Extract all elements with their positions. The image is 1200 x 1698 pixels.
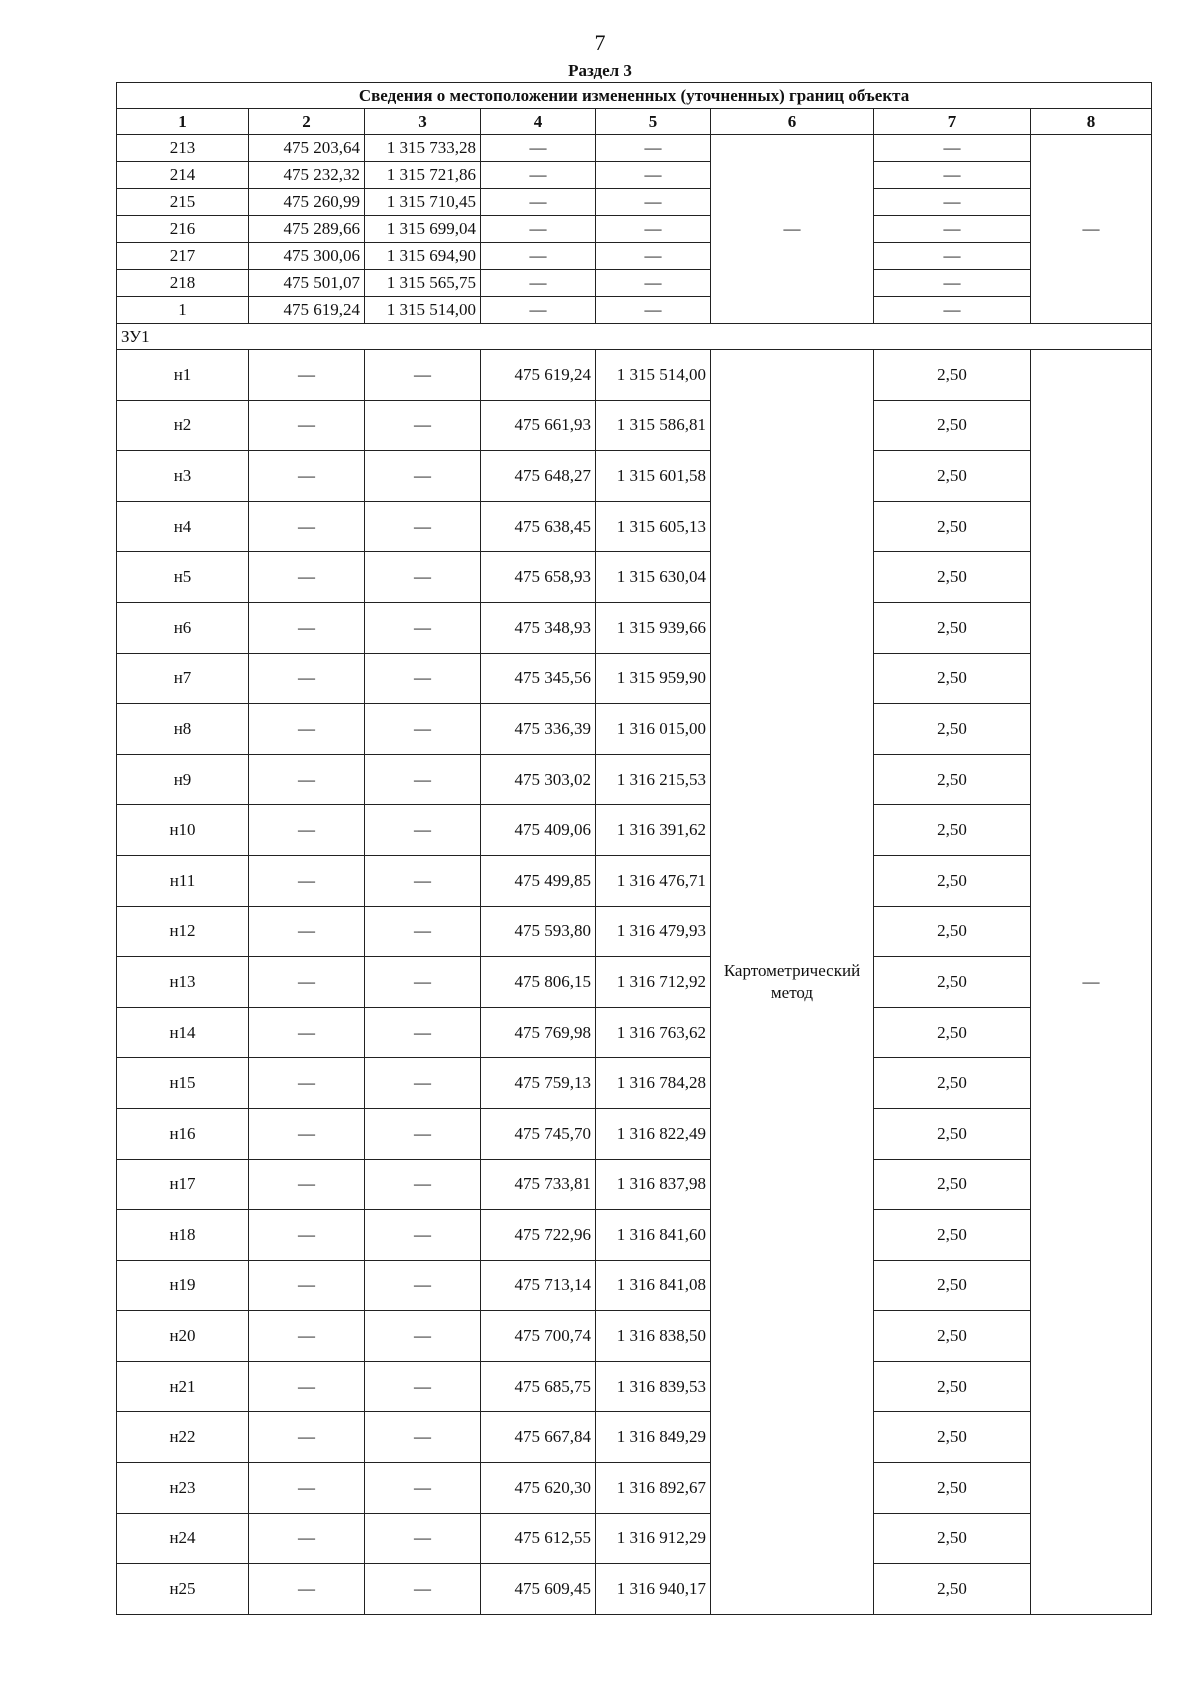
y-new-cell: 1 316 841,08: [596, 1260, 711, 1311]
y-old-cell: —: [365, 1564, 481, 1615]
x-old-cell: —: [249, 805, 365, 856]
x-old-cell: —: [249, 754, 365, 805]
point-number: н1: [117, 350, 249, 401]
x-new-cell: 475 409,06: [481, 805, 596, 856]
y-new-cell: 1 316 015,00: [596, 704, 711, 755]
x-new-cell: 475 745,70: [481, 1108, 596, 1159]
point-number: н22: [117, 1412, 249, 1463]
point-number: 214: [117, 162, 249, 189]
point-number: 215: [117, 189, 249, 216]
point-number: 213: [117, 135, 249, 162]
x-new-cell: —: [481, 189, 596, 216]
y-old-cell: —: [365, 552, 481, 603]
x-new-cell: 475 345,56: [481, 653, 596, 704]
x-old-cell: —: [249, 1463, 365, 1514]
accuracy-cell: 2,50: [874, 1361, 1031, 1412]
y-old-cell: —: [365, 1412, 481, 1463]
table-row: [117, 1210, 1152, 1261]
y-old-cell: —: [365, 451, 481, 502]
point-number: 1: [117, 297, 249, 324]
point-number: н7: [117, 653, 249, 704]
table-body: [117, 83, 1152, 1615]
y-new-cell: 1 316 784,28: [596, 1058, 711, 1109]
x-new-cell: 475 733,81: [481, 1159, 596, 1210]
accuracy-cell: —: [874, 162, 1031, 189]
y-new-cell: —: [596, 189, 711, 216]
x-new-cell: 475 667,84: [481, 1412, 596, 1463]
accuracy-cell: 2,50: [874, 754, 1031, 805]
table-row: [117, 552, 1152, 603]
x-new-cell: 475 700,74: [481, 1311, 596, 1362]
accuracy-cell: 2,50: [874, 552, 1031, 603]
accuracy-cell: 2,50: [874, 501, 1031, 552]
x-new-cell: —: [481, 162, 596, 189]
table-row: [117, 704, 1152, 755]
y-new-cell: 1 316 912,29: [596, 1513, 711, 1564]
table-row: [117, 216, 1152, 243]
y-new-cell: —: [596, 135, 711, 162]
method-cell: —: [711, 135, 874, 324]
accuracy-cell: —: [874, 216, 1031, 243]
boundary-table: [116, 82, 1152, 1615]
table-row: [117, 805, 1152, 856]
x-old-cell: 475 203,64: [249, 135, 365, 162]
y-old-cell: —: [365, 805, 481, 856]
column-number: 8: [1031, 109, 1152, 135]
y-new-cell: 1 315 605,13: [596, 501, 711, 552]
accuracy-cell: 2,50: [874, 1210, 1031, 1261]
column-number: 1: [117, 109, 249, 135]
y-old-cell: —: [365, 906, 481, 957]
description-cell: —: [1031, 135, 1152, 324]
y-old-cell: 1 315 514,00: [365, 297, 481, 324]
y-new-cell: 1 316 841,60: [596, 1210, 711, 1261]
accuracy-cell: 2,50: [874, 1108, 1031, 1159]
y-new-cell: 1 316 712,92: [596, 957, 711, 1008]
x-new-cell: 475 638,45: [481, 501, 596, 552]
point-number: н17: [117, 1159, 249, 1210]
point-number: 218: [117, 270, 249, 297]
y-old-cell: —: [365, 1007, 481, 1058]
point-number: н12: [117, 906, 249, 957]
y-new-cell: 1 316 479,93: [596, 906, 711, 957]
table-caption: Сведения о местоположении измененных (уточненных) границ объекта: [117, 83, 1152, 109]
point-number: н9: [117, 754, 249, 805]
y-old-cell: —: [365, 602, 481, 653]
method-cell: Картометрический метод: [711, 350, 874, 1615]
accuracy-cell: 2,50: [874, 855, 1031, 906]
x-old-cell: —: [249, 653, 365, 704]
table-row: [117, 189, 1152, 216]
table-row: [117, 1311, 1152, 1362]
table-row: [117, 162, 1152, 189]
x-new-cell: 475 336,39: [481, 704, 596, 755]
y-new-cell: 1 315 514,00: [596, 350, 711, 401]
x-new-cell: 475 648,27: [481, 451, 596, 502]
x-new-cell: 475 348,93: [481, 602, 596, 653]
point-number: 217: [117, 243, 249, 270]
y-new-cell: 1 316 476,71: [596, 855, 711, 906]
point-number: н18: [117, 1210, 249, 1261]
x-old-cell: —: [249, 1260, 365, 1311]
accuracy-cell: 2,50: [874, 957, 1031, 1008]
table-row: [117, 297, 1152, 324]
x-old-cell: 475 289,66: [249, 216, 365, 243]
point-number: н5: [117, 552, 249, 603]
point-number: н23: [117, 1463, 249, 1514]
y-old-cell: 1 315 710,45: [365, 189, 481, 216]
x-old-cell: 475 619,24: [249, 297, 365, 324]
y-old-cell: —: [365, 1513, 481, 1564]
y-new-cell: 1 315 939,66: [596, 602, 711, 653]
accuracy-cell: 2,50: [874, 1311, 1031, 1362]
y-old-cell: —: [365, 1108, 481, 1159]
description-cell: —: [1031, 350, 1152, 1615]
x-old-cell: 475 232,32: [249, 162, 365, 189]
x-new-cell: —: [481, 243, 596, 270]
point-number: н4: [117, 501, 249, 552]
point-number: н15: [117, 1058, 249, 1109]
x-old-cell: —: [249, 350, 365, 401]
x-new-cell: 475 722,96: [481, 1210, 596, 1261]
point-number: н20: [117, 1311, 249, 1362]
accuracy-cell: 2,50: [874, 1058, 1031, 1109]
y-new-cell: 1 316 940,17: [596, 1564, 711, 1615]
x-new-cell: —: [481, 270, 596, 297]
table-row: [117, 501, 1152, 552]
x-new-cell: 475 499,85: [481, 855, 596, 906]
y-old-cell: —: [365, 1058, 481, 1109]
y-new-cell: 1 316 215,53: [596, 754, 711, 805]
x-old-cell: —: [249, 1412, 365, 1463]
y-new-cell: 1 316 391,62: [596, 805, 711, 856]
accuracy-cell: 2,50: [874, 602, 1031, 653]
x-new-cell: 475 620,30: [481, 1463, 596, 1514]
accuracy-cell: 2,50: [874, 1007, 1031, 1058]
x-new-cell: —: [481, 216, 596, 243]
y-new-cell: 1 316 837,98: [596, 1159, 711, 1210]
table-row: [117, 1463, 1152, 1514]
x-old-cell: —: [249, 400, 365, 451]
point-number: н8: [117, 704, 249, 755]
table-row: [117, 1412, 1152, 1463]
x-old-cell: —: [249, 1311, 365, 1362]
y-old-cell: —: [365, 501, 481, 552]
accuracy-cell: 2,50: [874, 1260, 1031, 1311]
y-old-cell: —: [365, 704, 481, 755]
table-row: [117, 1058, 1152, 1109]
accuracy-cell: 2,50: [874, 653, 1031, 704]
x-new-cell: 475 658,93: [481, 552, 596, 603]
accuracy-cell: —: [874, 270, 1031, 297]
x-old-cell: —: [249, 1210, 365, 1261]
y-new-cell: —: [596, 243, 711, 270]
y-new-cell: 1 315 586,81: [596, 400, 711, 451]
y-new-cell: —: [596, 162, 711, 189]
y-old-cell: —: [365, 400, 481, 451]
table-row: [117, 602, 1152, 653]
x-old-cell: —: [249, 704, 365, 755]
y-old-cell: —: [365, 1260, 481, 1311]
x-old-cell: —: [249, 855, 365, 906]
point-number: н3: [117, 451, 249, 502]
y-old-cell: —: [365, 754, 481, 805]
accuracy-cell: —: [874, 135, 1031, 162]
x-new-cell: 475 685,75: [481, 1361, 596, 1412]
table-caption-row: [117, 83, 1152, 109]
table-row: [117, 1513, 1152, 1564]
point-number: н21: [117, 1361, 249, 1412]
y-new-cell: 1 316 763,62: [596, 1007, 711, 1058]
table-row: [117, 653, 1152, 704]
y-new-cell: —: [596, 270, 711, 297]
x-new-cell: 475 713,14: [481, 1260, 596, 1311]
x-new-cell: 475 303,02: [481, 754, 596, 805]
x-new-cell: 475 612,55: [481, 1513, 596, 1564]
accuracy-cell: 2,50: [874, 350, 1031, 401]
accuracy-cell: —: [874, 189, 1031, 216]
x-old-cell: —: [249, 552, 365, 603]
x-old-cell: —: [249, 906, 365, 957]
table-row: [117, 1361, 1152, 1412]
table-row: [117, 135, 1152, 162]
y-old-cell: —: [365, 653, 481, 704]
point-number: н19: [117, 1260, 249, 1311]
y-new-cell: 1 316 849,29: [596, 1412, 711, 1463]
point-number: н13: [117, 957, 249, 1008]
y-new-cell: 1 316 839,53: [596, 1361, 711, 1412]
y-old-cell: 1 315 694,90: [365, 243, 481, 270]
x-old-cell: —: [249, 602, 365, 653]
column-number: 6: [711, 109, 874, 135]
y-old-cell: —: [365, 1463, 481, 1514]
point-number: н14: [117, 1007, 249, 1058]
point-number: н24: [117, 1513, 249, 1564]
y-new-cell: —: [596, 216, 711, 243]
point-number: н16: [117, 1108, 249, 1159]
x-new-cell: 475 593,80: [481, 906, 596, 957]
table-row: [117, 350, 1152, 401]
x-new-cell: 475 769,98: [481, 1007, 596, 1058]
point-number: н25: [117, 1564, 249, 1615]
point-number: н11: [117, 855, 249, 906]
point-number: 216: [117, 216, 249, 243]
point-number: н6: [117, 602, 249, 653]
accuracy-cell: 2,50: [874, 805, 1031, 856]
accuracy-cell: —: [874, 297, 1031, 324]
x-new-cell: —: [481, 135, 596, 162]
column-number: 7: [874, 109, 1031, 135]
table-row: [117, 451, 1152, 502]
accuracy-cell: 2,50: [874, 906, 1031, 957]
accuracy-cell: 2,50: [874, 1412, 1031, 1463]
x-new-cell: 475 609,45: [481, 1564, 596, 1615]
column-number: 2: [249, 109, 365, 135]
x-old-cell: —: [249, 957, 365, 1008]
x-new-cell: 475 619,24: [481, 350, 596, 401]
accuracy-cell: 2,50: [874, 1159, 1031, 1210]
y-old-cell: —: [365, 1311, 481, 1362]
accuracy-cell: —: [874, 243, 1031, 270]
table-row: [117, 1159, 1152, 1210]
x-new-cell: —: [481, 297, 596, 324]
y-old-cell: 1 315 733,28: [365, 135, 481, 162]
table-row: [117, 270, 1152, 297]
group-label: ЗУ1: [117, 324, 1152, 350]
column-number: 4: [481, 109, 596, 135]
x-old-cell: 475 501,07: [249, 270, 365, 297]
x-old-cell: —: [249, 1159, 365, 1210]
table-row: [117, 1007, 1152, 1058]
y-old-cell: —: [365, 1210, 481, 1261]
y-old-cell: —: [365, 1361, 481, 1412]
point-number: н10: [117, 805, 249, 856]
table-row: [117, 957, 1152, 1008]
y-old-cell: 1 315 699,04: [365, 216, 481, 243]
x-old-cell: —: [249, 1513, 365, 1564]
group-row: [117, 324, 1152, 350]
accuracy-cell: 2,50: [874, 704, 1031, 755]
table-row: [117, 243, 1152, 270]
x-old-cell: —: [249, 451, 365, 502]
y-old-cell: —: [365, 855, 481, 906]
y-old-cell: 1 315 565,75: [365, 270, 481, 297]
table-row: [117, 906, 1152, 957]
table-row: [117, 754, 1152, 805]
x-old-cell: —: [249, 1361, 365, 1412]
column-number-row: [117, 109, 1152, 135]
y-new-cell: 1 315 601,58: [596, 451, 711, 502]
page-number: 7: [594, 30, 606, 55]
section-title: Раздел 3: [568, 61, 632, 80]
column-number: 5: [596, 109, 711, 135]
accuracy-cell: 2,50: [874, 1463, 1031, 1514]
x-old-cell: —: [249, 1564, 365, 1615]
y-new-cell: 1 316 892,67: [596, 1463, 711, 1514]
y-new-cell: 1 316 822,49: [596, 1108, 711, 1159]
y-new-cell: 1 315 630,04: [596, 552, 711, 603]
x-new-cell: 475 661,93: [481, 400, 596, 451]
x-old-cell: —: [249, 1058, 365, 1109]
x-old-cell: —: [249, 1108, 365, 1159]
x-old-cell: 475 260,99: [249, 189, 365, 216]
y-old-cell: —: [365, 350, 481, 401]
table-row: [117, 1564, 1152, 1615]
x-old-cell: 475 300,06: [249, 243, 365, 270]
table-row: [117, 400, 1152, 451]
y-old-cell: —: [365, 1159, 481, 1210]
accuracy-cell: 2,50: [874, 400, 1031, 451]
accuracy-cell: 2,50: [874, 1564, 1031, 1615]
table-row: [117, 855, 1152, 906]
accuracy-cell: 2,50: [874, 451, 1031, 502]
y-old-cell: 1 315 721,86: [365, 162, 481, 189]
y-new-cell: 1 315 959,90: [596, 653, 711, 704]
y-new-cell: —: [596, 297, 711, 324]
x-new-cell: 475 806,15: [481, 957, 596, 1008]
column-number: 3: [365, 109, 481, 135]
table-row: [117, 1260, 1152, 1311]
x-new-cell: 475 759,13: [481, 1058, 596, 1109]
point-number: н2: [117, 400, 249, 451]
y-new-cell: 1 316 838,50: [596, 1311, 711, 1362]
x-old-cell: —: [249, 501, 365, 552]
x-old-cell: —: [249, 1007, 365, 1058]
accuracy-cell: 2,50: [874, 1513, 1031, 1564]
y-old-cell: —: [365, 957, 481, 1008]
table-row: [117, 1108, 1152, 1159]
